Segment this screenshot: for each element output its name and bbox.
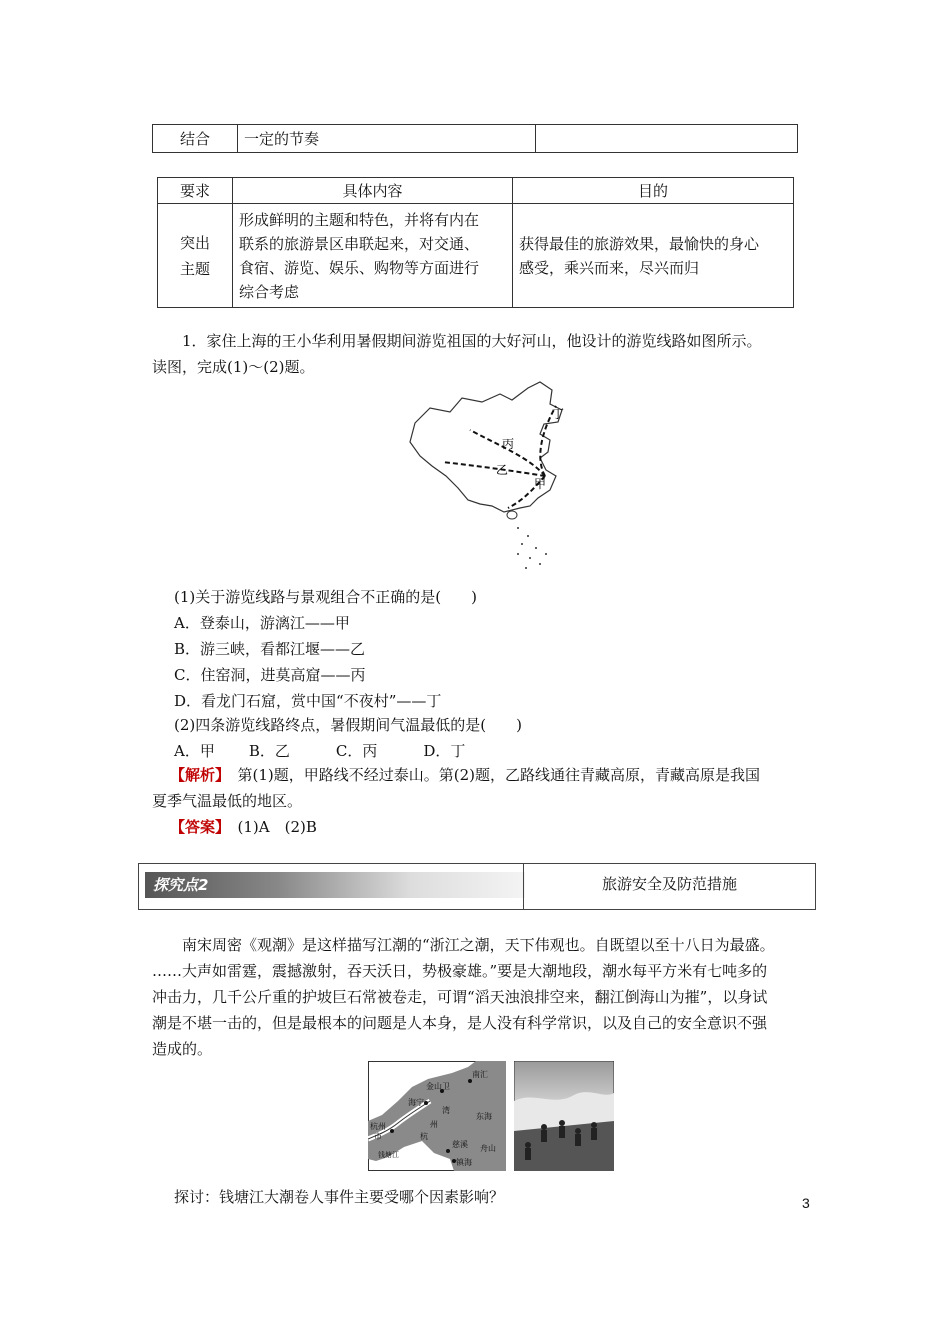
option-a: A．登泰山，游漓江——甲 [174, 614, 350, 632]
question-intro: 1．家住上海的王小华利用暑假期间游览祖国的大好河山，他设计的游览线路如图所示。 读图，完成(1)～(2)题。 [152, 332, 762, 376]
china-route-map [400, 378, 580, 578]
label-jinshanwei: 金山卫 [426, 1082, 450, 1091]
label-yi: 乙 [496, 463, 509, 477]
section-title: 旅游安全及防范措施 [601, 875, 737, 893]
table1-cell-1: 结合 [153, 125, 238, 153]
content-line: 联系的旅游景区串联起来，对交通、 [239, 234, 480, 253]
subquestion-2-options: A．甲 B．乙 C．丙 D．丁 [174, 742, 466, 760]
label-cixi: 慈溪 [452, 1140, 468, 1149]
header-purpose: 目的 [513, 178, 794, 204]
cixi-dot [446, 1149, 450, 1153]
header-content: 具体内容 [233, 178, 513, 204]
purpose-line: 感受，乘兴而来，尽兴而归 [519, 258, 700, 277]
label-zhou: 州 [430, 1120, 438, 1129]
answer-tag: 【答案】 [170, 818, 223, 836]
label-hangzhou: 杭州 [370, 1122, 386, 1131]
label-wan: 湾 [442, 1106, 450, 1115]
table1-cell-2: 一定的节奏 [238, 125, 536, 153]
label-nanhui: 南汇 [472, 1070, 488, 1079]
content-line: 综合考虑 [239, 282, 300, 301]
page-number: 3 [802, 1195, 810, 1211]
label-donghai: 东海 [476, 1112, 492, 1121]
label-zhoushan: 舟山 [480, 1144, 496, 1153]
purpose-line: 获得最佳的旅游效果，最愉快的身心 [519, 234, 760, 253]
label-haining: 海宁 [408, 1098, 424, 1107]
section-tab [145, 872, 525, 898]
requirements-table [157, 177, 794, 308]
content-line: 食宿、游览、娱乐、购物等方面进行 [239, 258, 480, 277]
hangzhou-bay-map [368, 1061, 506, 1171]
label-bing: 丙 [502, 437, 515, 451]
option-b: B．游三峡，看都江堰——乙 [174, 640, 366, 658]
section-header [138, 863, 816, 910]
header-requirement: 要求 [158, 178, 233, 204]
discussion-question: 探讨：钱塘江大潮卷人事件主要受哪个因素影响？ [174, 1188, 505, 1206]
analysis: 【解析】 第(1)题，甲路线不经过泰山。第(2)题，乙路线通往青藏高原，青藏高原是我国 夏季气温最低的地区。 [152, 766, 761, 810]
label-zhenhai: 镇海 [456, 1158, 472, 1167]
label-qiantangjiang: 钱塘江 [378, 1151, 399, 1159]
label-jia: 甲 [534, 477, 547, 491]
hangzhou-dot [390, 1129, 394, 1133]
content-line: 形成鲜明的主题和特色，并将有内在 [239, 210, 480, 229]
subquestion-2: (2)四条游览线路终点，暑假期间气温最低的是( ) [174, 716, 522, 734]
table1-cell-3 [536, 125, 798, 153]
nanhui-dot [468, 1079, 472, 1083]
label-ding: 丁 [552, 407, 565, 421]
hainan-island [507, 511, 517, 519]
passage: 南宋周密《观潮》是这样描写江潮的“浙江之潮，天下伟观也。自既望以至十八日为最盛。 ……大声如雷霆，震撼激射，吞天沃日，势极豪雄。”要是大潮地段，潮水每平方米有七吨多的 冲击力，几千公斤重的护坡巨石常被卷走，可谓“滔天浊浪排空来，翻江倒海山为摧”，以身试 潮是不堪一击的，但是最根本的问题是人本身，是人没有科学常识，以及自己的安全意识不强 造成的。 [152, 936, 775, 1058]
option-c: C．住窑洞，进莫高窟——丙 [174, 666, 366, 684]
label-shi: 市 [374, 1132, 382, 1141]
subquestion-1: (1)关于游览线路与景观组合不正确的是( ) [174, 588, 477, 606]
south-sea-islands [517, 527, 547, 569]
china-outline [410, 382, 565, 512]
answer: 【答案】 (1)A (2)B [170, 818, 317, 836]
analysis-tag: 【解析】 [170, 766, 223, 784]
row-label: 突出 主题 [158, 204, 233, 308]
table-continued [152, 124, 798, 153]
label-hang: 杭 [420, 1132, 428, 1141]
tide-photo [514, 1061, 614, 1171]
option-d: D．看龙门石窟，赏中国“不夜村”——丁 [174, 692, 442, 710]
section-tab-label: 探究点2 [153, 876, 209, 894]
haining-dot [424, 1101, 428, 1105]
